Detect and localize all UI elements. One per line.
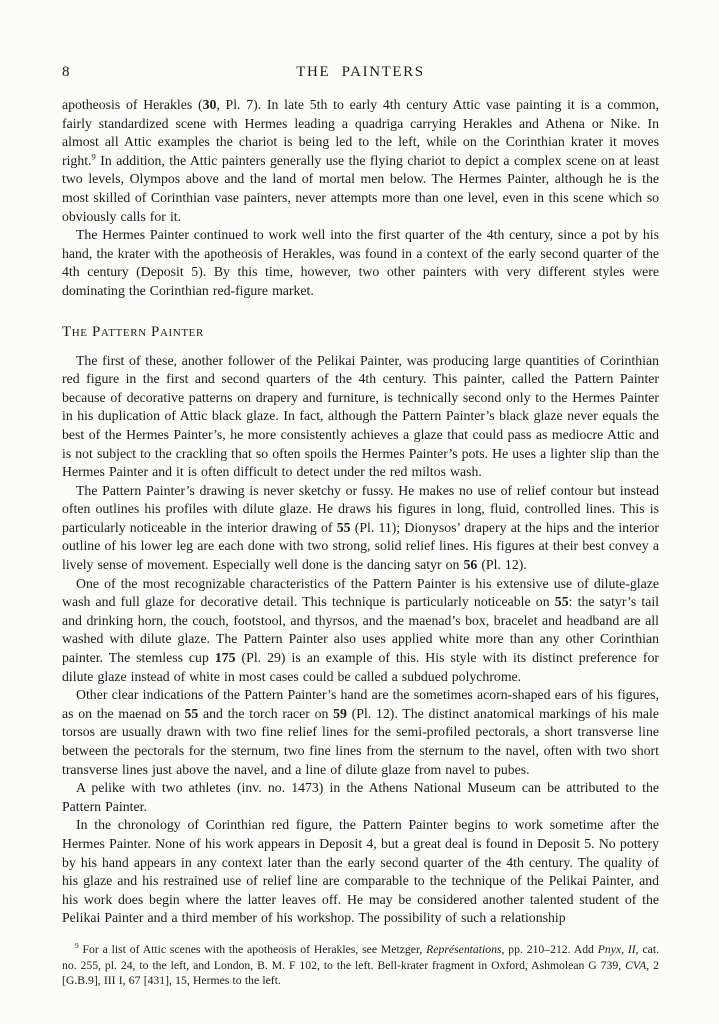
paragraph: The Hermes Painter continued to work well into the first quarter of the 4th century, since a pot by his hand, the krater with the apotheosis of Herakles, was found in a context of the early second quarter of the 4th century (Deposit 5). By this time, however, two other painters with very different styles were dominating the Corinthian red-figure market. [62, 227, 659, 298]
section-heading: The Pattern Painter [62, 323, 204, 340]
paragraph: In the chronology of Corinthian red figure, the Pattern Painter begins to work sometime after the Hermes Painter. None of his work appears in Deposit 4, but a great deal is found in Deposit 5. No pottery by his hand appears in any context later than the early second quarter of the 4th century. The quality of his glaze and his restrained use of relief line are comparable to the technique of the Pelikai Painter, and his work does begin where the latter leaves off. He may be considered another talented student of the Pelikai Painter and a third member of his workshop. The possibility of such a relationship [62, 817, 659, 926]
page-header [62, 64, 659, 83]
paragraph: Other clear indications of the Pattern Painter’s hand are the sometimes acorn-shaped ears of his figures, as on the maenad on 55 and the torch racer on 59 (Pl. 12). The distinct anatomical markings of his male torsos are usually drawn with two fine relief lines for the semi-profiled pectorals, a short transverse line between the pectorals for the sternum, two fine lines from the sternum to the navel, often with two short transverse lines just above the navel, and a line of dilute glaze from navel to pubes. [62, 687, 660, 777]
paragraph: apotheosis of Herakles (30, Pl. 7). In late 5th to early 4th century Attic vase painting it is a common, fairly standardized scene with Hermes leading a quadriga carrying Herakles and Athena or Nike. In almost all Attic examples the chariot is being led to the left, while on the Corinthian krater it moves right.$^9$ In addition, the Attic painters generally use the flying chariot to depict a complex scene on at least two levels, Olympos above and the land of mortal men below. The Hermes Painter, although he is the most skilled of Corinthian vase painters, never attempts more than one level, even in this scene which so obviously calls for it. [62, 97, 659, 224]
paragraph: The Pattern Painter’s drawing is never sketchy or fussy. He makes no use of relief contour but instead often outlines his profiles with dilute glaze. He draws his figures in long, fluid, controlled lines. This is particularly noticeable in the interior drawing of 55 (Pl. 11); Dionysos’ drapery at the hips and the interior outline of his lower leg are each done with two strong, solid relief lines. His figures at their best convey a lively sense of movement. Especially well done is the dancing satyr on 56 (Pl. 12). [62, 482, 659, 573]
main-text [62, 96, 659, 989]
paragraph: A pelike with two athletes (inv. no. 1473) in the Athens National Museum can be attributed to the Pattern Painter. [62, 780, 659, 814]
paragraph: One of the most recognizable characteristics of the Pattern Painter is his extensive use of dilute-glaze wash and full glaze for decorative detail. This technique is particularly noticeable on 55: the satyr’s tail and drinking horn, the couch, footstool, and thyrsos, and the maenad’s box, bracelet and headband are all washed with dilute glaze. The Pattern Painter also uses applied white more than any other Corinthian painter. The stemless cup 175 (Pl. 29) is an example of this. His style with its distinct preference for dilute glaze instead of white in most cases could be called a subdued polychrome. [62, 575, 659, 684]
page-number: 8 [62, 64, 70, 80]
footnote: $^9$ For a list of Attic scenes with the apotheosis of Herakles, see Metzger, Représentations, pp. 210–212. Add Pnyx, II, cat. no. 255, pl. 24, to the left, and London, B. M. F 102, to the left. Bell-krater fragment in Oxford, Ashmolean G 739, CVA, 2 [G.B.9], III I, 67 [431], 15, Hermes to the left. [62, 942, 659, 988]
running-title: THE PAINTERS [296, 64, 425, 80]
paragraph: The first of these, another follower of the Pelikai Painter, was producing large quantities of Corinthian red figure in the first and second quarters of the 4th century. This painter, called the Pattern Painter because of decorative patterns on drapery and furniture, is technically second only to the Hermes Painter in his duplication of Attic black glaze. In fact, although the Pattern Painter’s black glaze never equals the best of the Hermes Painter’s, he more consistently achieves a glaze that could pass as mediocre Attic and is not subject to the crackling that so often spoils the Hermes Painter’s pots. He uses a lighter slip than the Hermes Painter and it is often difficult to detect under the red miltos wash. [62, 352, 659, 480]
